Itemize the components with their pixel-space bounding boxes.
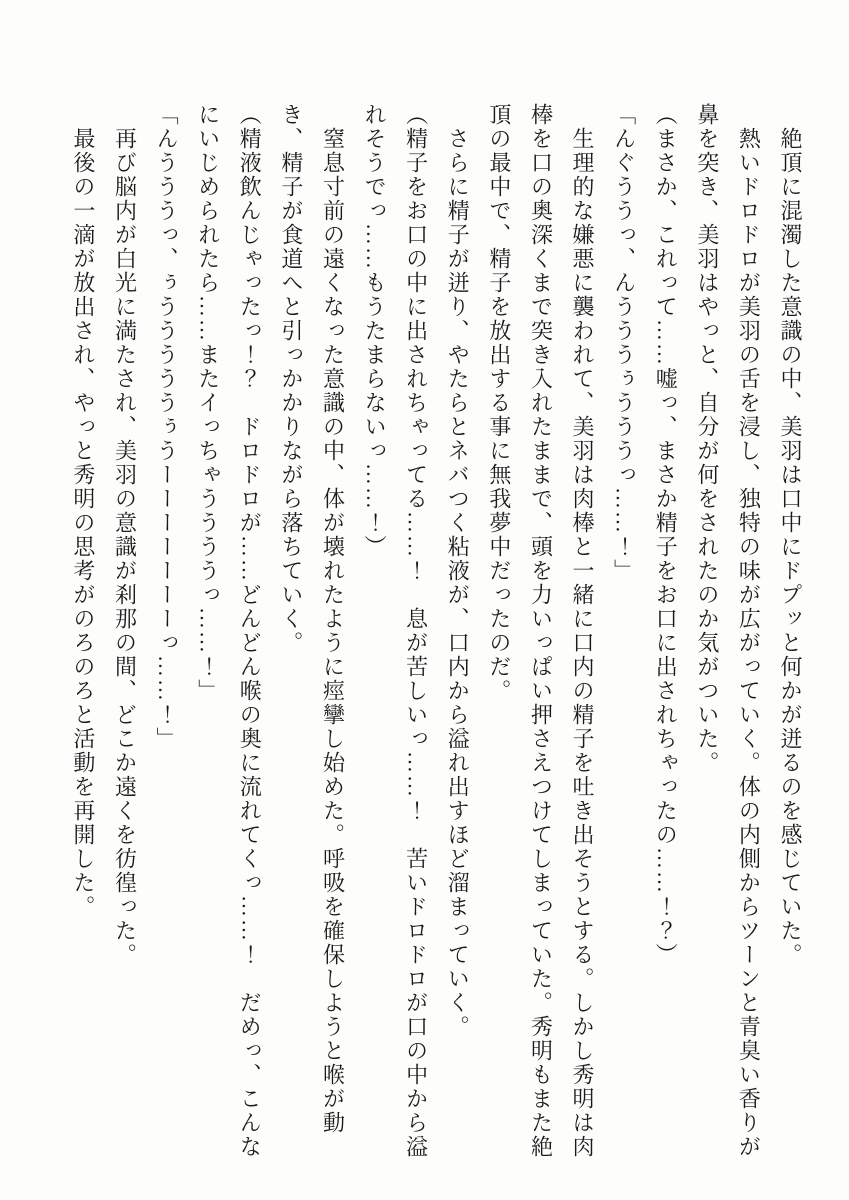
paragraph-narration: 最後の一滴が放出され、やっと秀明の思考がのろのろと活動を再開した。 [70,103,96,919]
paragraph-inner-thought: （精液飲んじゃったっ！？ ドロドロが……どんどん喉の奥に流れてくっ……！ だめっ、こんなにいじめられたら……またイっちゃううううっ……！」 [195,103,263,1159]
paragraph-narration: 熱いドロドロが美羽の舌を浸し、独特の味が広がっていく。体の内側からツーンと青臭い香りが鼻を突き、美羽はやっと、自分が何をされたのか気がついた。 [694,103,762,1159]
paragraph-dialogue: 「んうううっ、ぅうううううぅうーーーーーーーっ……！」 [154,103,180,751]
paragraph-narration: 絶頂に混濁した意識の中、美羽は口中にドプッと何かが迸るのを感じていた。 [778,103,803,967]
paragraph-narration: 窒息寸前の遠くなった意識の中、体が壊れたように痙攣し始めた。呼吸を確保しようと喉が動き、精子が食道へと引っかかりながら落ちていく。 [278,103,346,1135]
paragraph-inner-thought: （精子をお口の中に出されちゃってる……！ 息が苦しいっ……！ 苦いドロドロが口の中から溢れそうでっ……もうたまらないっ……！） [362,103,429,1159]
paragraph-narration: さらに精子が迸り、やたらとネバつく粘液が、口内から溢れ出すほど溜まっていく。 [445,103,471,1039]
paragraph-narration: 再び脳内が白光に満たされ、美羽の意識が刹那の間、どこか遠くを彷徨った。 [112,103,138,967]
paragraph-inner-thought: （まさか、これって……嘘っ、まさか精子をお口に出されちゃったの……！？） [653,103,679,967]
paragraph-narration: 生理的な嫌悪に襲われて、美羽は肉棒と一緒に口内の精子を吐き出そうとする。しかし秀明は肉棒を口の奥深くまで突き入れたままで、頭を力いっぱい押さえつけてしまっていた。秀明もまた絶頂の最中で、精子を放出する事に無我夢中だったのだ。 [486,103,596,1159]
paragraph-dialogue: 「んぐううっ、んうううぅうううっ……！」 [611,103,637,583]
vertical-text-block [59,103,811,1181]
